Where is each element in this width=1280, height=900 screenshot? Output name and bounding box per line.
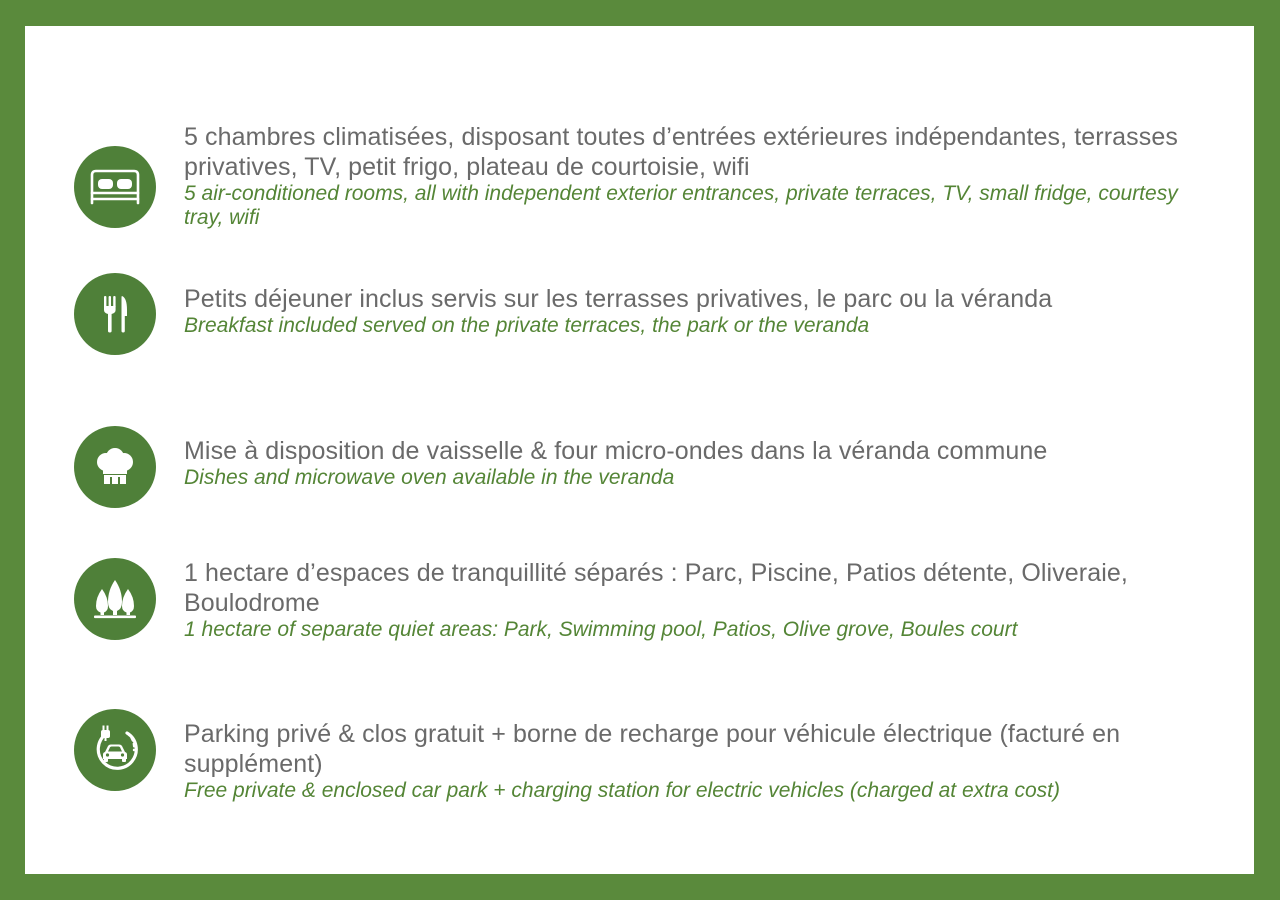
amenity-english-text: Breakfast included served on the private terraces, the park or the veranda [184, 314, 870, 337]
amenity-english-text: Free private & enclosed car park + charging station for electric vehicles (charged at extra cost) [184, 779, 1060, 802]
amenity-english-text: 1 hectare of separate quiet areas: Park, Swimming pool, Patios, Olive grove, Boules court [184, 618, 1018, 641]
ev-charging-icon [74, 709, 156, 791]
amenity-french-text: 5 chambres climatisées, disposant toutes d’entrées extérieures indépendantes, terrasses privatives, TV, petit frigo, plateau de courtoisie, wifi [184, 123, 1178, 181]
amenity-french-text: 1 hectare d’espaces de tranquillité séparés : Parc, Piscine, Patios détente, Oliveraie, Boulodrome [184, 559, 1128, 617]
amenity-french-text: Parking privé & clos gratuit + borne de recharge pour véhicule électrique (facturé en supplément) [184, 720, 1121, 778]
amenity-english-text: Dishes and microwave oven available in the veranda [184, 466, 675, 489]
amenity-french-text: Petits déjeuner inclus servis sur les terrasses privatives, le parc ou la véranda [184, 285, 1053, 313]
amenities-card [25, 26, 1254, 874]
trees-icon [74, 558, 156, 640]
fork-knife-icon [74, 273, 156, 355]
chef-hat-icon [74, 426, 156, 508]
amenity-french-text: Mise à disposition de vaisselle & four micro-ondes dans la véranda commune [184, 437, 1048, 465]
amenity-english-text: 5 air-conditioned rooms, all with independent exterior entrances, private terraces, TV, small fridge, courtesy tray, wifi [184, 182, 1178, 229]
bed-icon [74, 146, 156, 228]
